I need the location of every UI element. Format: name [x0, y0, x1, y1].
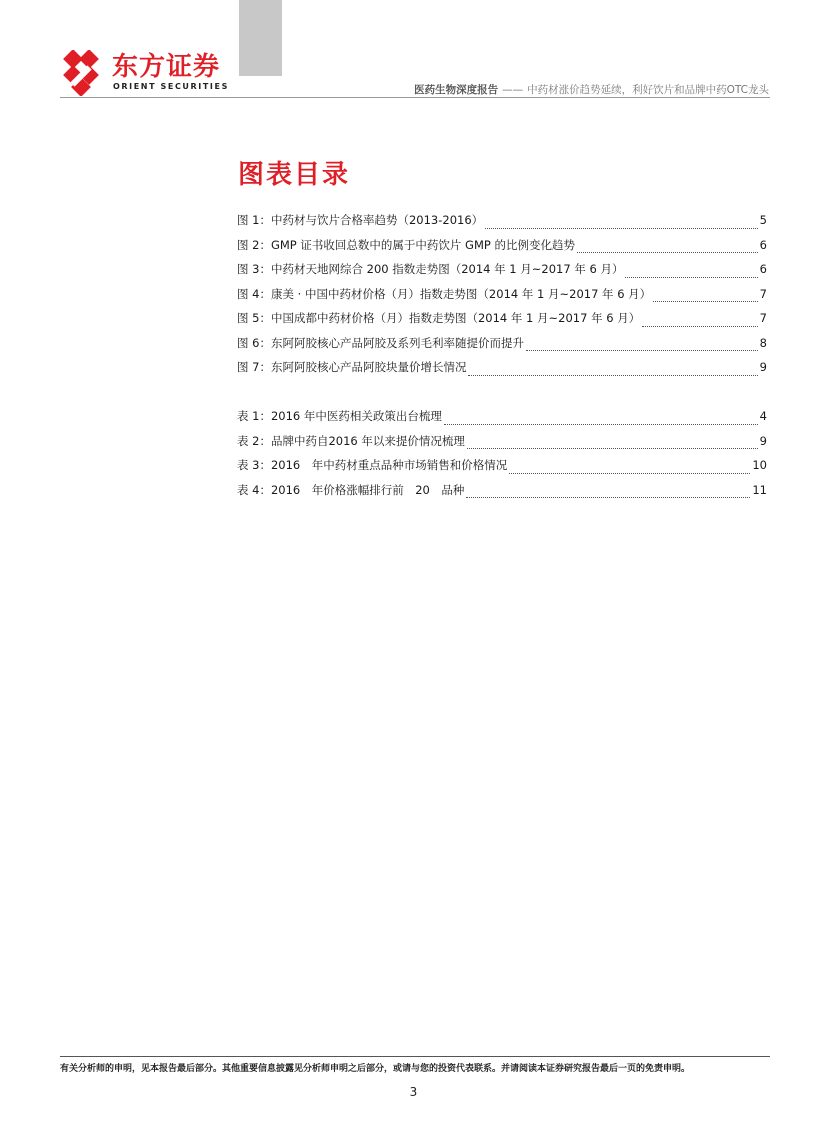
dot-leader [468, 375, 757, 376]
footer-disclaimer: 有关分析师的申明，见本报告最后部分。其他重要信息披露见分析师申明之后部分，或请与您的投资代表联系。并请阅读本证券研究报告最后一页的免责申明。 [60, 1064, 691, 1074]
table-entry-label: 表 3：2016 年中药材重点品种市场销售和价格情况 [237, 458, 508, 472]
table-entry[interactable] [237, 433, 767, 458]
toc-title: 图表目录 [238, 160, 351, 190]
figure-entry[interactable] [237, 310, 767, 335]
table-entry-page: 10 [752, 458, 767, 472]
table-list [237, 408, 767, 506]
report-type: 医药生物深度报告 [414, 84, 499, 96]
table-entry-label: 表 1：2016 年中医药相关政策出台梳理 [237, 409, 442, 423]
orient-logo-icon [58, 50, 104, 96]
figure-entry-page: 6 [759, 237, 767, 252]
figure-entry-page: 6 [759, 262, 767, 276]
logo-name-cn: 东方证券 [112, 52, 221, 82]
dot-leader [509, 473, 750, 474]
figure-entry[interactable] [237, 335, 767, 360]
figure-entry-label: 图 2：GMP 证书收回总数中的属于中药饮片 GMP 的比例变化趋势 [237, 237, 575, 252]
dot-leader [485, 228, 758, 229]
dot-leader [653, 301, 758, 302]
report-header [414, 82, 769, 97]
figure-entry-label: 图 5：中国成都中药材价格（月）指数走势图（2014 年 1 月~2017 年 6 月） [237, 311, 641, 325]
table-entry[interactable] [237, 482, 767, 507]
figure-entry-label: 图 7：东阿阿胶核心产品阿胶块量价增长情况 [237, 360, 467, 374]
dot-leader [467, 448, 758, 449]
dot-leader [577, 252, 758, 253]
logo-name-en: ORIENT SECURITIES [113, 82, 229, 91]
figure-entry-label: 图 3：中药材天地网综合 200 指数走势图（2014 年 1 月~2017 年 6 月） [237, 262, 624, 276]
figure-entry-label: 图 6：东阿阿胶核心产品阿胶及系列毛利率随提价而提升 [237, 335, 524, 350]
dot-leader [444, 424, 758, 425]
table-entry-page: 4 [759, 409, 767, 423]
table-entry-page: 11 [752, 482, 767, 497]
figure-entry-page: 7 [759, 311, 767, 325]
header-divider [60, 97, 770, 98]
figure-entry-page: 5 [759, 213, 767, 227]
figure-entry[interactable] [237, 359, 767, 384]
table-entry[interactable] [237, 408, 767, 433]
figure-entry[interactable] [237, 261, 767, 286]
dot-leader [526, 350, 758, 351]
report-title: 中药材涨价趋势延续，利好饮片和品牌中药OTC龙头 [527, 84, 769, 96]
figure-entry[interactable] [237, 286, 767, 311]
page-number: 3 [409, 1085, 418, 1099]
dot-leader [466, 497, 750, 498]
table-entry-page: 9 [759, 433, 767, 448]
footer-divider [60, 1056, 770, 1057]
figure-list [237, 212, 767, 384]
figure-entry[interactable] [237, 212, 767, 237]
header-separator: —— [502, 84, 524, 96]
figure-entry-page: 8 [759, 335, 767, 350]
table-entry-label: 表 2：品牌中药自2016 年以来提价情况梳理 [237, 433, 465, 448]
company-logo [58, 50, 238, 96]
figure-entry-label: 图 1：中药材与饮片合格率趋势（2013-2016） [237, 213, 484, 227]
dot-leader [625, 277, 757, 278]
table-entry[interactable] [237, 457, 767, 482]
dot-leader [642, 326, 757, 327]
header-decorative-bar [239, 0, 282, 76]
figure-entry[interactable] [237, 237, 767, 262]
table-entry-label: 表 4：2016 年价格涨幅排行前 20 品种 [237, 482, 465, 497]
figure-entry-page: 9 [759, 360, 767, 374]
figure-entry-label: 图 4：康美 · 中国中药材价格（月）指数走势图（2014 年 1 月~2017 年 6 月） [237, 286, 652, 301]
figure-entry-page: 7 [759, 286, 767, 301]
